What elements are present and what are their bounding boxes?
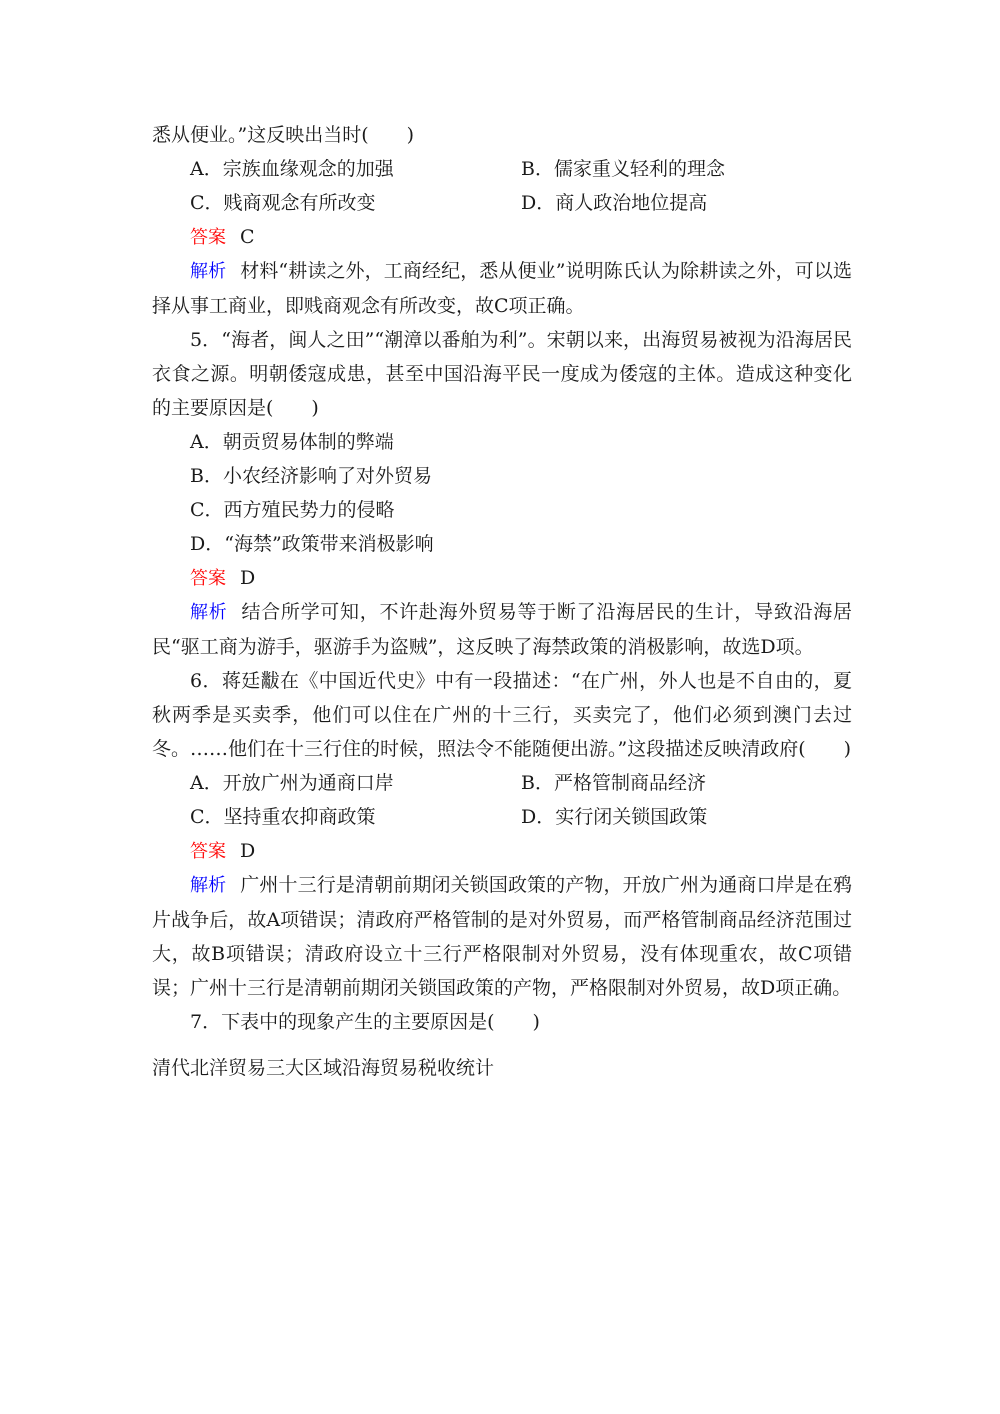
q6-options-row-2 bbox=[152, 800, 852, 834]
q4-analysis bbox=[152, 254, 852, 323]
q5-option-c: C．西方殖民势力的侵略 bbox=[190, 499, 395, 521]
answer-value: D bbox=[240, 840, 256, 862]
q4-option-d: D．商人政治地位提高 bbox=[521, 192, 708, 214]
q5-analysis bbox=[152, 595, 852, 664]
q6-stem: 6．蒋廷黻在《中国近代史》中有一段描述：“在广州，外人也是不自由的，夏秋两季是买卖季，他们可以住在广州的十三行，买卖完了，他们必须到澳门去过冬。……他们在十三行住的时候，照法令不能随便出游。”这段描述反映清政府( ) bbox=[152, 670, 852, 760]
q4-option-b: B．儒家重义轻利的理念 bbox=[521, 158, 725, 180]
q5-answer bbox=[152, 561, 852, 595]
analysis-text: 结合所学可知，不许赴海外贸易等于断了沿海居民的生计，导致沿海居民“驱工商为游手，驱游手为盗贼”，这反映了海禁政策的消极影响，故选D项。 bbox=[152, 601, 852, 658]
q4-options-row-1 bbox=[152, 152, 852, 186]
analysis-label: 解析 bbox=[190, 261, 227, 282]
q4-answer bbox=[152, 220, 852, 254]
analysis-label: 解析 bbox=[190, 602, 228, 623]
q5-option-d: D．“海禁”政策带来消极影响 bbox=[190, 533, 434, 555]
q5-stem: 5．“海者，闽人之田”“潮漳以番舶为利”。宋朝以来，出海贸易被视为沿海居民衣食之源。明朝倭寇成患，甚至中国沿海平民一度成为倭寇的主体。造成这种变化的主要原因是( ) bbox=[152, 329, 852, 419]
q7-table-caption: 清代北洋贸易三大区域沿海贸易税收统计 bbox=[152, 1057, 495, 1079]
q6-option-a: A．开放广州为通商口岸 bbox=[190, 772, 394, 794]
q5-option-b: B．小农经济影响了对外贸易 bbox=[190, 465, 432, 487]
q7-stem: 7．下表中的现象产生的主要原因是( ) bbox=[190, 1011, 540, 1033]
analysis-text: 广州十三行是清朝前期闭关锁国政策的产物，开放广州为通商口岸是在鸦片战争后，故A项错误；清政府严格管制的是对外贸易，而严格管制商品经济范围过大，故B项错误；清政府设立十三行严格限制对外贸易，没有体现重农，故C项错误；广州十三行是清朝前期闭关锁国政策的产物，严格限制对外贸易，故D项正确。 bbox=[152, 874, 852, 999]
analysis-label: 解析 bbox=[190, 875, 227, 896]
answer-value: C bbox=[240, 226, 255, 248]
q4-option-a: A．宗族血缘观念的加强 bbox=[190, 158, 394, 180]
q6-answer bbox=[152, 834, 852, 868]
q6-option-c: C．坚持重农抑商政策 bbox=[190, 806, 376, 828]
answer-label: 答案 bbox=[190, 841, 226, 862]
q4-options-row-2 bbox=[152, 186, 852, 220]
q5-option-a: A．朝贡贸易体制的弊端 bbox=[190, 431, 394, 453]
q4-option-c: C．贱商观念有所改变 bbox=[190, 192, 376, 214]
q6-analysis bbox=[152, 868, 852, 1005]
answer-value: D bbox=[240, 567, 256, 589]
q4-stem-tail: 悉从便业。”这反映出当时( ) bbox=[152, 124, 415, 146]
q6-option-d: D．实行闭关锁国政策 bbox=[521, 806, 708, 828]
q6-options-row-1 bbox=[152, 766, 852, 800]
q6-option-b: B．严格管制商品经济 bbox=[521, 772, 706, 794]
analysis-text: 材料“耕读之外，工商经纪，悉从便业”说明陈氏认为除耕读之外，可以选择从事工商业，即贱商观念有所改变，故C项正确。 bbox=[152, 260, 853, 317]
answer-label: 答案 bbox=[190, 568, 226, 589]
answer-label: 答案 bbox=[190, 227, 226, 248]
document-page bbox=[152, 118, 852, 1085]
